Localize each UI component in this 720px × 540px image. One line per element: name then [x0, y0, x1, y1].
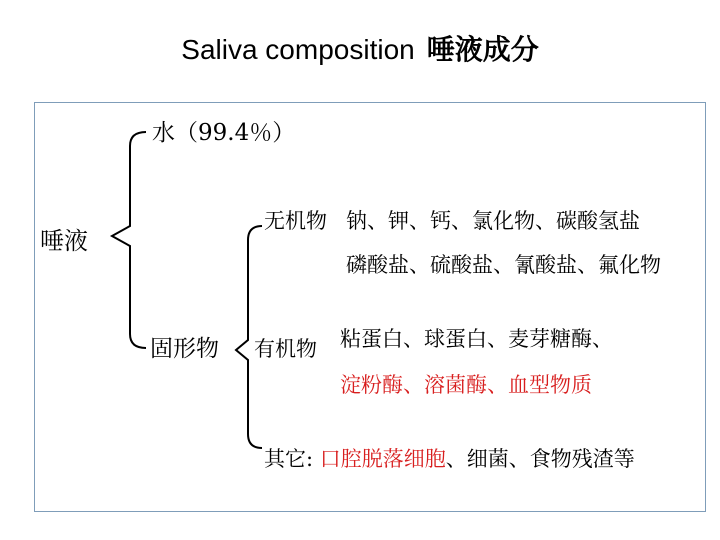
root-label: 唾液: [40, 227, 88, 255]
inorganic-line1: 钠、钾、钙、氯化物、碳酸氢盐: [346, 209, 640, 233]
inorganic-line2: 磷酸盐、硫酸盐、氰酸盐、氟化物: [346, 253, 661, 277]
other-rest: 、细菌、食物残渣等: [445, 447, 635, 471]
other-highlight: 口腔脱落细胞: [319, 447, 446, 471]
organic-line2: 淀粉酶、溶菌酶、血型物质: [340, 373, 592, 397]
water-label: 水（99.4％）: [152, 120, 296, 146]
root-brace: [112, 132, 146, 348]
inorganic-label: 无机物: [264, 209, 327, 233]
organic-line1: 粘蛋白、球蛋白、麦芽糖酶、: [340, 327, 613, 351]
other-label: 其它:: [264, 447, 314, 471]
title-chinese: 唾液成分: [426, 33, 539, 66]
title-english: Saliva composition: [181, 34, 415, 65]
solids-label: 固形物: [150, 336, 219, 362]
other-row: [264, 446, 635, 472]
organic-label: 有机物: [254, 337, 317, 361]
